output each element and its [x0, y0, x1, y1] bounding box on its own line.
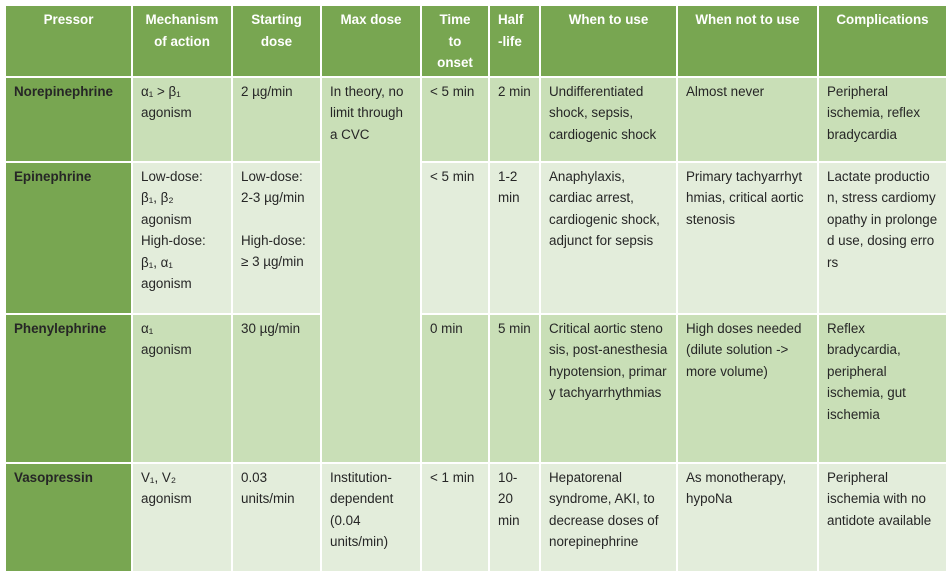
half-life-cell: 2 min [489, 77, 540, 162]
pressor-name: Norepinephrine [5, 77, 132, 162]
header-text: Mechanism [145, 12, 219, 27]
mechanism-line: agonism [141, 105, 192, 120]
starting-dose-cell: 30 µg/min [232, 314, 321, 463]
header-text: dose [260, 33, 293, 49]
when-not-to-use-cell: High doses needed (dilute solution -> more volume) [677, 314, 818, 463]
starting-dose-cell [232, 162, 321, 314]
mechanism-line: agonism [141, 342, 192, 357]
complications-cell: Peripheral ischemia with no antidote available [818, 463, 947, 572]
header-text: When not to use [695, 12, 800, 27]
table-row [5, 463, 947, 572]
starting-dose-line: Low-dose: 2-3 µg/min [241, 168, 305, 205]
complications-cell: Lactate production, stress cardiomyopathy in prolonged use, dosing errors [818, 162, 947, 314]
table-row [5, 77, 947, 162]
mechanism-line: β₁, β₂ [141, 190, 174, 205]
mechanism-line: agonism [141, 276, 192, 291]
header-starting-dose [232, 5, 321, 77]
mechanism-line: α₁ > β₁ [141, 83, 181, 99]
pressor-name: Epinephrine [5, 162, 132, 314]
mechanism-cell [132, 314, 232, 463]
when-not-to-use-cell: Primary tachyarrhythmias, critical aortic stenosis [677, 162, 818, 314]
table-row [5, 314, 947, 463]
header-text: of action [154, 33, 210, 49]
header-half-life [489, 5, 540, 77]
half-life-cell: 5 min [489, 314, 540, 463]
when-to-use-cell: Critical aortic stenosis, post-anesthesia hypotension, primary tachyarrhythmias [540, 314, 677, 463]
mechanism-line: β₁, α₁ [141, 254, 173, 270]
starting-dose-line: High-dose: ≥ 3 µg/min [241, 232, 306, 269]
mechanism-line: Low-dose: [141, 168, 203, 184]
when-not-to-use-cell: Almost never [677, 77, 818, 162]
header-complications [818, 5, 947, 77]
header-text: Half [498, 12, 524, 27]
time-to-onset-cell: 0 min [421, 314, 489, 463]
header-text: Complications [836, 12, 929, 27]
when-not-to-use-cell: As monotherapy, hypoNa [677, 463, 818, 572]
pressor-name: Phenylephrine [5, 314, 132, 463]
when-to-use-cell: Anaphylaxis, cardiac arrest, cardiogenic shock, adjunct for sepsis [540, 162, 677, 314]
complications-cell: Peripheral ischemia, reflex bradycardia [818, 77, 947, 162]
mechanism-line: V₁, V₂ [141, 469, 177, 485]
header-when-to-use [540, 5, 677, 77]
time-to-onset-cell: < 5 min [421, 162, 489, 314]
header-text: When to use [568, 12, 649, 27]
mechanism-line: α₁ [141, 320, 154, 336]
max-dose-cell: In theory, no limit through a CVC [321, 77, 421, 463]
mechanism-cell [132, 162, 232, 314]
header-text: to [448, 33, 462, 49]
when-to-use-cell: Undifferentiated shock, sepsis, cardiogenic shock [540, 77, 677, 162]
header-text: -life [498, 33, 522, 49]
header-max-dose [321, 5, 421, 77]
pressor-table [4, 4, 948, 573]
complications-cell: Reflex bradycardia, peripheral ischemia, gut ischemia [818, 314, 947, 463]
spacer [241, 209, 312, 230]
header-text: onset [437, 55, 473, 70]
starting-dose-cell: 2 µg/min [232, 77, 321, 162]
mechanism-line: agonism [141, 491, 192, 506]
time-to-onset-cell: < 5 min [421, 77, 489, 162]
header-text: Starting [251, 12, 302, 27]
half-life-cell: 1-2 min [489, 162, 540, 314]
pressor-name: Vasopressin [5, 463, 132, 572]
header-mechanism [132, 5, 232, 77]
starting-dose-cell: 0.03 units/min [232, 463, 321, 572]
mechanism-cell [132, 463, 232, 572]
mechanism-line: High-dose: [141, 233, 206, 248]
mechanism-cell [132, 77, 232, 162]
header-row [5, 5, 947, 77]
when-to-use-cell: Hepatorenal syndrome, AKI, to decrease doses of norepinephrine [540, 463, 677, 572]
table-row [5, 162, 947, 314]
time-to-onset-cell: < 1 min [421, 463, 489, 572]
header-time-to-onset [421, 5, 489, 77]
header-text: Time [439, 12, 471, 27]
max-dose-cell: Institution-dependent (0.04 units/min) [321, 463, 421, 572]
header-text: Pressor [43, 12, 94, 27]
header-pressor [5, 5, 132, 77]
half-life-cell: 10-20 min [489, 463, 540, 572]
header-text: Max dose [340, 12, 402, 27]
header-when-not-to-use [677, 5, 818, 77]
mechanism-line: agonism [141, 211, 192, 227]
